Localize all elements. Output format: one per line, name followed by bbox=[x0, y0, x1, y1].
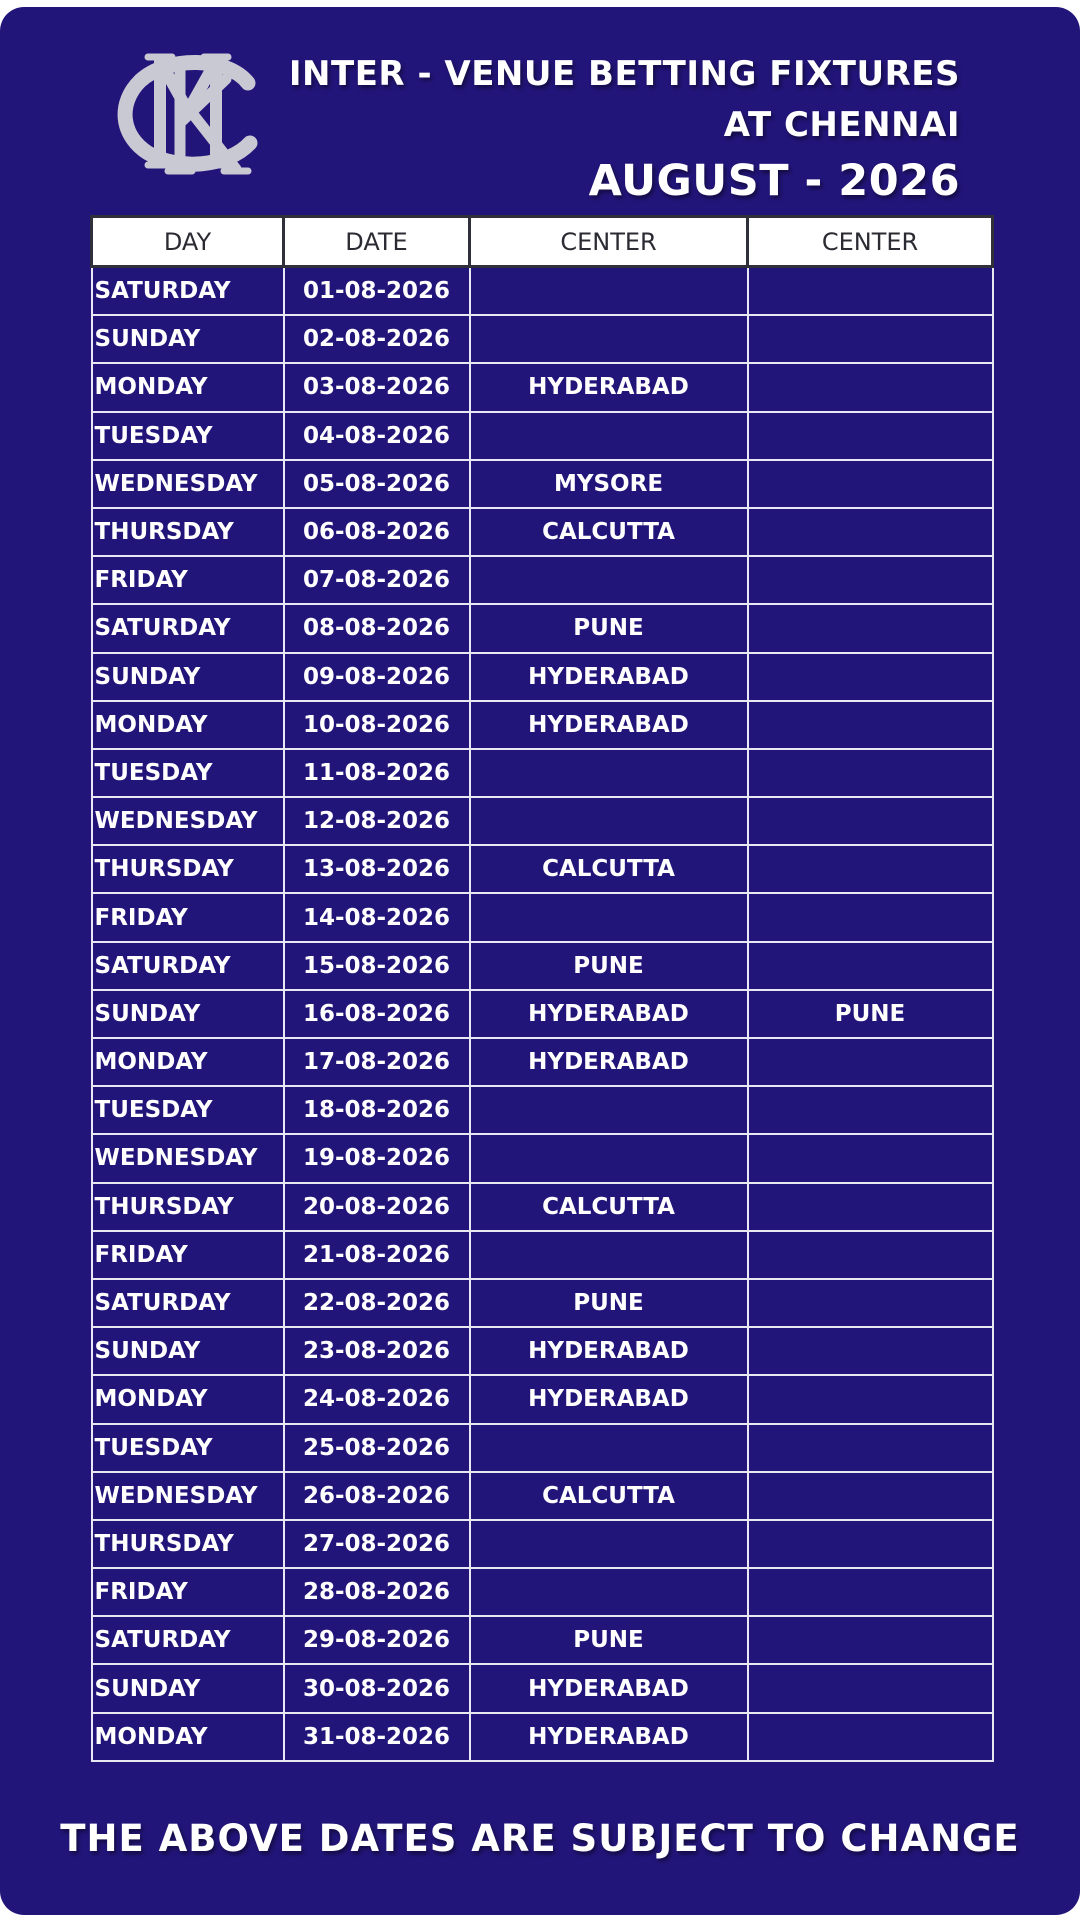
table-row bbox=[92, 1279, 993, 1327]
center-cell: MYSORE bbox=[470, 460, 748, 508]
table-row bbox=[92, 1664, 993, 1712]
date-cell: 09-08-2026 bbox=[284, 653, 470, 701]
date-cell: 15-08-2026 bbox=[284, 942, 470, 990]
table-row bbox=[92, 1183, 993, 1231]
center-cell bbox=[470, 1086, 748, 1134]
center-cell: HYDERABAD bbox=[470, 1713, 748, 1761]
table-row bbox=[92, 653, 993, 701]
center-2-cell bbox=[748, 701, 993, 749]
day-cell: TUESDAY bbox=[92, 1086, 284, 1134]
center-2-cell bbox=[748, 1616, 993, 1664]
center-cell: CALCUTTA bbox=[470, 1183, 748, 1231]
day-cell: SUNDAY bbox=[92, 315, 284, 363]
center-2-cell bbox=[748, 508, 993, 556]
center-2-cell bbox=[748, 1424, 993, 1472]
center-2-cell bbox=[748, 363, 993, 411]
date-cell: 30-08-2026 bbox=[284, 1664, 470, 1712]
fixtures-card bbox=[0, 7, 1080, 1915]
table-row bbox=[92, 893, 993, 941]
center-cell: CALCUTTA bbox=[470, 508, 748, 556]
center-2-cell bbox=[748, 942, 993, 990]
day-cell: SATURDAY bbox=[92, 604, 284, 652]
center-2-cell bbox=[748, 1568, 993, 1616]
table-body bbox=[92, 267, 993, 1761]
day-cell: MONDAY bbox=[92, 1038, 284, 1086]
center-cell: HYDERABAD bbox=[470, 653, 748, 701]
date-cell: 03-08-2026 bbox=[284, 363, 470, 411]
table-row bbox=[92, 701, 993, 749]
center-cell: PUNE bbox=[470, 1279, 748, 1327]
date-cell: 10-08-2026 bbox=[284, 701, 470, 749]
center-2-cell bbox=[748, 460, 993, 508]
center-2-cell bbox=[748, 412, 993, 460]
table-row bbox=[92, 1713, 993, 1761]
date-cell: 19-08-2026 bbox=[284, 1134, 470, 1182]
day-cell: MONDAY bbox=[92, 363, 284, 411]
center-2-cell bbox=[748, 845, 993, 893]
center-cell bbox=[470, 412, 748, 460]
table-row bbox=[92, 556, 993, 604]
table-row bbox=[92, 845, 993, 893]
day-cell: TUESDAY bbox=[92, 412, 284, 460]
table-header-row bbox=[92, 217, 993, 267]
day-cell: SATURDAY bbox=[92, 1616, 284, 1664]
date-cell: 28-08-2026 bbox=[284, 1568, 470, 1616]
date-cell: 23-08-2026 bbox=[284, 1327, 470, 1375]
day-cell: MONDAY bbox=[92, 1713, 284, 1761]
center-2-cell bbox=[748, 653, 993, 701]
date-cell: 18-08-2026 bbox=[284, 1086, 470, 1134]
date-cell: 12-08-2026 bbox=[284, 797, 470, 845]
center-cell: PUNE bbox=[470, 604, 748, 652]
day-cell: TUESDAY bbox=[92, 1424, 284, 1472]
day-cell: THURSDAY bbox=[92, 1520, 284, 1568]
date-cell: 11-08-2026 bbox=[284, 749, 470, 797]
date-cell: 22-08-2026 bbox=[284, 1279, 470, 1327]
center-cell: CALCUTTA bbox=[470, 1472, 748, 1520]
day-cell: WEDNESDAY bbox=[92, 797, 284, 845]
date-cell: 01-08-2026 bbox=[284, 267, 470, 316]
date-cell: 08-08-2026 bbox=[284, 604, 470, 652]
center-2-cell bbox=[748, 1183, 993, 1231]
center-cell bbox=[470, 267, 748, 316]
date-cell: 21-08-2026 bbox=[284, 1231, 470, 1279]
table-row bbox=[92, 1086, 993, 1134]
center-2-cell bbox=[748, 315, 993, 363]
table-row bbox=[92, 1616, 993, 1664]
center-cell: PUNE bbox=[470, 1616, 748, 1664]
center-2-cell bbox=[748, 1520, 993, 1568]
center-cell: HYDERABAD bbox=[470, 1664, 748, 1712]
center-cell: HYDERABAD bbox=[470, 1038, 748, 1086]
day-cell: SATURDAY bbox=[92, 267, 284, 316]
column-header-date: DATE bbox=[284, 217, 470, 267]
day-cell: MONDAY bbox=[92, 701, 284, 749]
center-2-cell: PUNE bbox=[748, 990, 993, 1038]
center-cell: HYDERABAD bbox=[470, 990, 748, 1038]
table-row bbox=[92, 1375, 993, 1423]
day-cell: SUNDAY bbox=[92, 1664, 284, 1712]
center-cell bbox=[470, 556, 748, 604]
table-row bbox=[92, 797, 993, 845]
day-cell: WEDNESDAY bbox=[92, 1472, 284, 1520]
day-cell: SATURDAY bbox=[92, 1279, 284, 1327]
day-cell: SUNDAY bbox=[92, 1327, 284, 1375]
center-cell: HYDERABAD bbox=[470, 1375, 748, 1423]
day-cell: FRIDAY bbox=[92, 1568, 284, 1616]
center-2-cell bbox=[748, 1664, 993, 1712]
center-cell bbox=[470, 749, 748, 797]
center-cell bbox=[470, 315, 748, 363]
table-row bbox=[92, 1424, 993, 1472]
table-row bbox=[92, 315, 993, 363]
fixtures-table bbox=[90, 215, 994, 1762]
center-2-cell bbox=[748, 1231, 993, 1279]
page-header bbox=[289, 49, 960, 209]
center-cell: PUNE bbox=[470, 942, 748, 990]
day-cell: WEDNESDAY bbox=[92, 1134, 284, 1182]
column-header-center-2: CENTER bbox=[748, 217, 993, 267]
date-cell: 04-08-2026 bbox=[284, 412, 470, 460]
date-cell: 29-08-2026 bbox=[284, 1616, 470, 1664]
table-row bbox=[92, 412, 993, 460]
center-cell: CALCUTTA bbox=[470, 845, 748, 893]
club-monogram-logo-icon bbox=[108, 43, 268, 183]
center-cell: HYDERABAD bbox=[470, 1327, 748, 1375]
day-cell: WEDNESDAY bbox=[92, 460, 284, 508]
table-row bbox=[92, 1568, 993, 1616]
center-2-cell bbox=[748, 1038, 993, 1086]
center-cell bbox=[470, 1424, 748, 1472]
table-row bbox=[92, 267, 993, 316]
center-2-cell bbox=[748, 893, 993, 941]
table-row bbox=[92, 942, 993, 990]
day-cell: SATURDAY bbox=[92, 942, 284, 990]
header-venue: AT CHENNAI bbox=[723, 105, 960, 145]
table-row bbox=[92, 604, 993, 652]
center-2-cell bbox=[748, 267, 993, 316]
table-row bbox=[92, 1231, 993, 1279]
header-month: AUGUST - 2026 bbox=[588, 156, 960, 206]
center-2-cell bbox=[748, 1713, 993, 1761]
column-header-day: DAY bbox=[92, 217, 284, 267]
center-cell bbox=[470, 1231, 748, 1279]
table-row bbox=[92, 990, 993, 1038]
day-cell: FRIDAY bbox=[92, 1231, 284, 1279]
center-2-cell bbox=[748, 1086, 993, 1134]
day-cell: THURSDAY bbox=[92, 1183, 284, 1231]
day-cell: FRIDAY bbox=[92, 556, 284, 604]
date-cell: 13-08-2026 bbox=[284, 845, 470, 893]
center-cell bbox=[470, 1520, 748, 1568]
date-cell: 05-08-2026 bbox=[284, 460, 470, 508]
center-2-cell bbox=[748, 1279, 993, 1327]
footer-note: THE ABOVE DATES ARE SUBJECT TO CHANGE bbox=[60, 1817, 1020, 1860]
center-cell: HYDERABAD bbox=[470, 701, 748, 749]
date-cell: 06-08-2026 bbox=[284, 508, 470, 556]
date-cell: 07-08-2026 bbox=[284, 556, 470, 604]
date-cell: 02-08-2026 bbox=[284, 315, 470, 363]
date-cell: 17-08-2026 bbox=[284, 1038, 470, 1086]
table-row bbox=[92, 1038, 993, 1086]
day-cell: SUNDAY bbox=[92, 653, 284, 701]
table-row bbox=[92, 1134, 993, 1182]
date-cell: 14-08-2026 bbox=[284, 893, 470, 941]
date-cell: 16-08-2026 bbox=[284, 990, 470, 1038]
table-row bbox=[92, 1520, 993, 1568]
table-row bbox=[92, 508, 993, 556]
center-2-cell bbox=[748, 1375, 993, 1423]
date-cell: 20-08-2026 bbox=[284, 1183, 470, 1231]
center-2-cell bbox=[748, 749, 993, 797]
center-2-cell bbox=[748, 1134, 993, 1182]
center-cell: HYDERABAD bbox=[470, 363, 748, 411]
center-2-cell bbox=[748, 797, 993, 845]
center-2-cell bbox=[748, 1327, 993, 1375]
table-row bbox=[92, 460, 993, 508]
table-row bbox=[92, 1327, 993, 1375]
header-title: INTER - VENUE BETTING FIXTURES bbox=[288, 54, 960, 94]
date-cell: 24-08-2026 bbox=[284, 1375, 470, 1423]
center-cell bbox=[470, 893, 748, 941]
center-cell bbox=[470, 1568, 748, 1616]
center-2-cell bbox=[748, 556, 993, 604]
date-cell: 31-08-2026 bbox=[284, 1713, 470, 1761]
day-cell: FRIDAY bbox=[92, 893, 284, 941]
date-cell: 26-08-2026 bbox=[284, 1472, 470, 1520]
center-cell bbox=[470, 1134, 748, 1182]
center-cell bbox=[470, 797, 748, 845]
table-row bbox=[92, 1472, 993, 1520]
center-2-cell bbox=[748, 604, 993, 652]
date-cell: 27-08-2026 bbox=[284, 1520, 470, 1568]
day-cell: SUNDAY bbox=[92, 990, 284, 1038]
day-cell: THURSDAY bbox=[92, 508, 284, 556]
table-row bbox=[92, 363, 993, 411]
day-cell: TUESDAY bbox=[92, 749, 284, 797]
date-cell: 25-08-2026 bbox=[284, 1424, 470, 1472]
column-header-center: CENTER bbox=[470, 217, 748, 267]
table-row bbox=[92, 749, 993, 797]
center-2-cell bbox=[748, 1472, 993, 1520]
day-cell: MONDAY bbox=[92, 1375, 284, 1423]
day-cell: THURSDAY bbox=[92, 845, 284, 893]
